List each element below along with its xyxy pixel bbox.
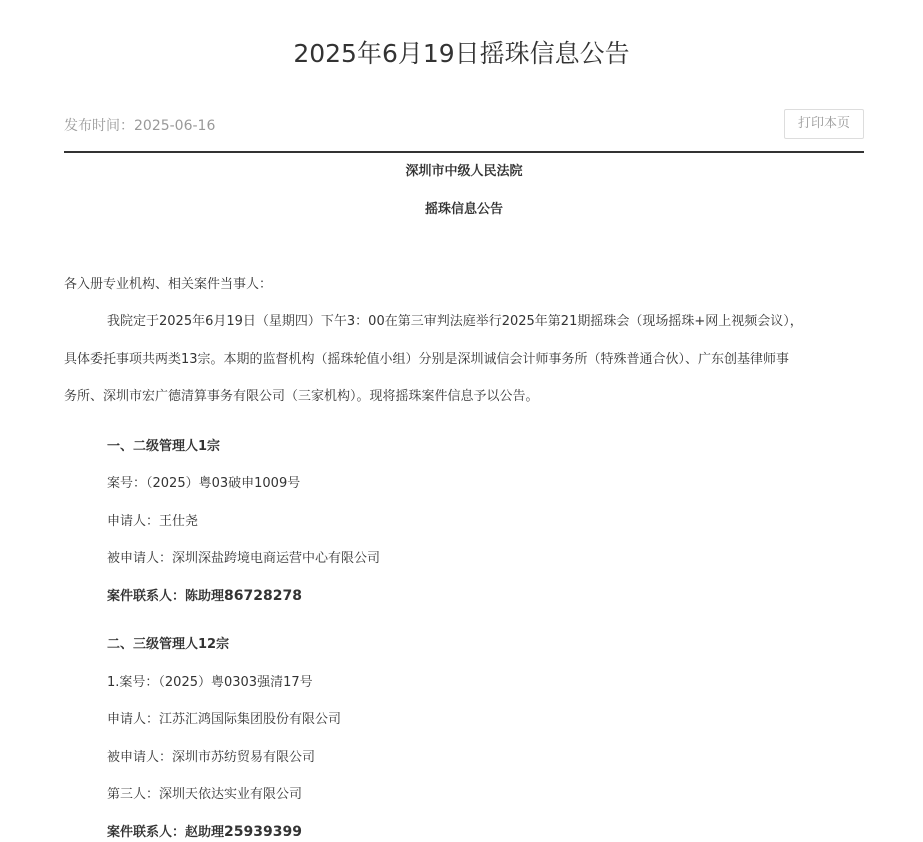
section1-contact-label: 案件联系人：陈助理: [107, 588, 225, 604]
section2-contact-phone: 25939399: [224, 823, 302, 840]
section2-applicant: 申请人：江苏汇鸿国际集团股份有限公司: [107, 712, 342, 727]
section2-third-party: 第三人：深圳天依达实业有限公司: [107, 787, 303, 802]
notice-heading: 摇珠信息公告: [424, 201, 503, 217]
section2-heading: 二、三级管理人12宗: [107, 637, 230, 652]
section1-contact: [64, 578, 864, 616]
section2-contact: [64, 814, 864, 842]
court-name: 深圳市中级人民法院: [405, 164, 523, 179]
section2-respondent: 被申请人：深圳市苏纺贸易有限公司: [107, 749, 316, 765]
publish-time: 发布时间：2025-06-16: [64, 118, 216, 134]
section1-heading: 一、二级管理人1宗: [107, 438, 221, 454]
article-body: [64, 153, 864, 842]
section1-respondent: 被申请人：深圳深盐跨境电商运营中心有限公司: [107, 551, 381, 566]
section1-applicant: 申请人：王仕尧: [107, 513, 199, 529]
intro-line-2: 具体委托事项共两类13宗。本期的监督机构（摇珠轮值小组）分别是深圳诚信会计师事务所（特殊普通合伙）、广东创基律师事: [64, 351, 790, 367]
section1-contact-phone: 86728278: [224, 587, 302, 604]
section2-case-no: 1.案号：（2025）粤0303强清17号: [107, 674, 313, 690]
blank-line: [64, 228, 864, 266]
section2-contact-label: 案件联系人：赵助理: [107, 824, 225, 840]
salutation: 各入册专业机构、相关案件当事人：: [64, 276, 273, 292]
section1-case-no: 案号：（2025）粤03破申1009号: [107, 476, 301, 491]
page-title: 2025年6月19日摇珠信息公告: [293, 39, 630, 68]
intro-line-1: 我院定于2025年6月19日（星期四）下午3：00在第三审判法庭举行2025年第21期摇珠会（现场摇珠+网上视频会议），: [107, 314, 803, 329]
print-button[interactable]: 打印本页: [784, 109, 864, 139]
meta-row: [64, 109, 864, 141]
intro-line-3: 务所、深圳市宏广德清算事务有限公司（三家机构）。现将摇珠案件信息予以公告。: [64, 389, 539, 404]
